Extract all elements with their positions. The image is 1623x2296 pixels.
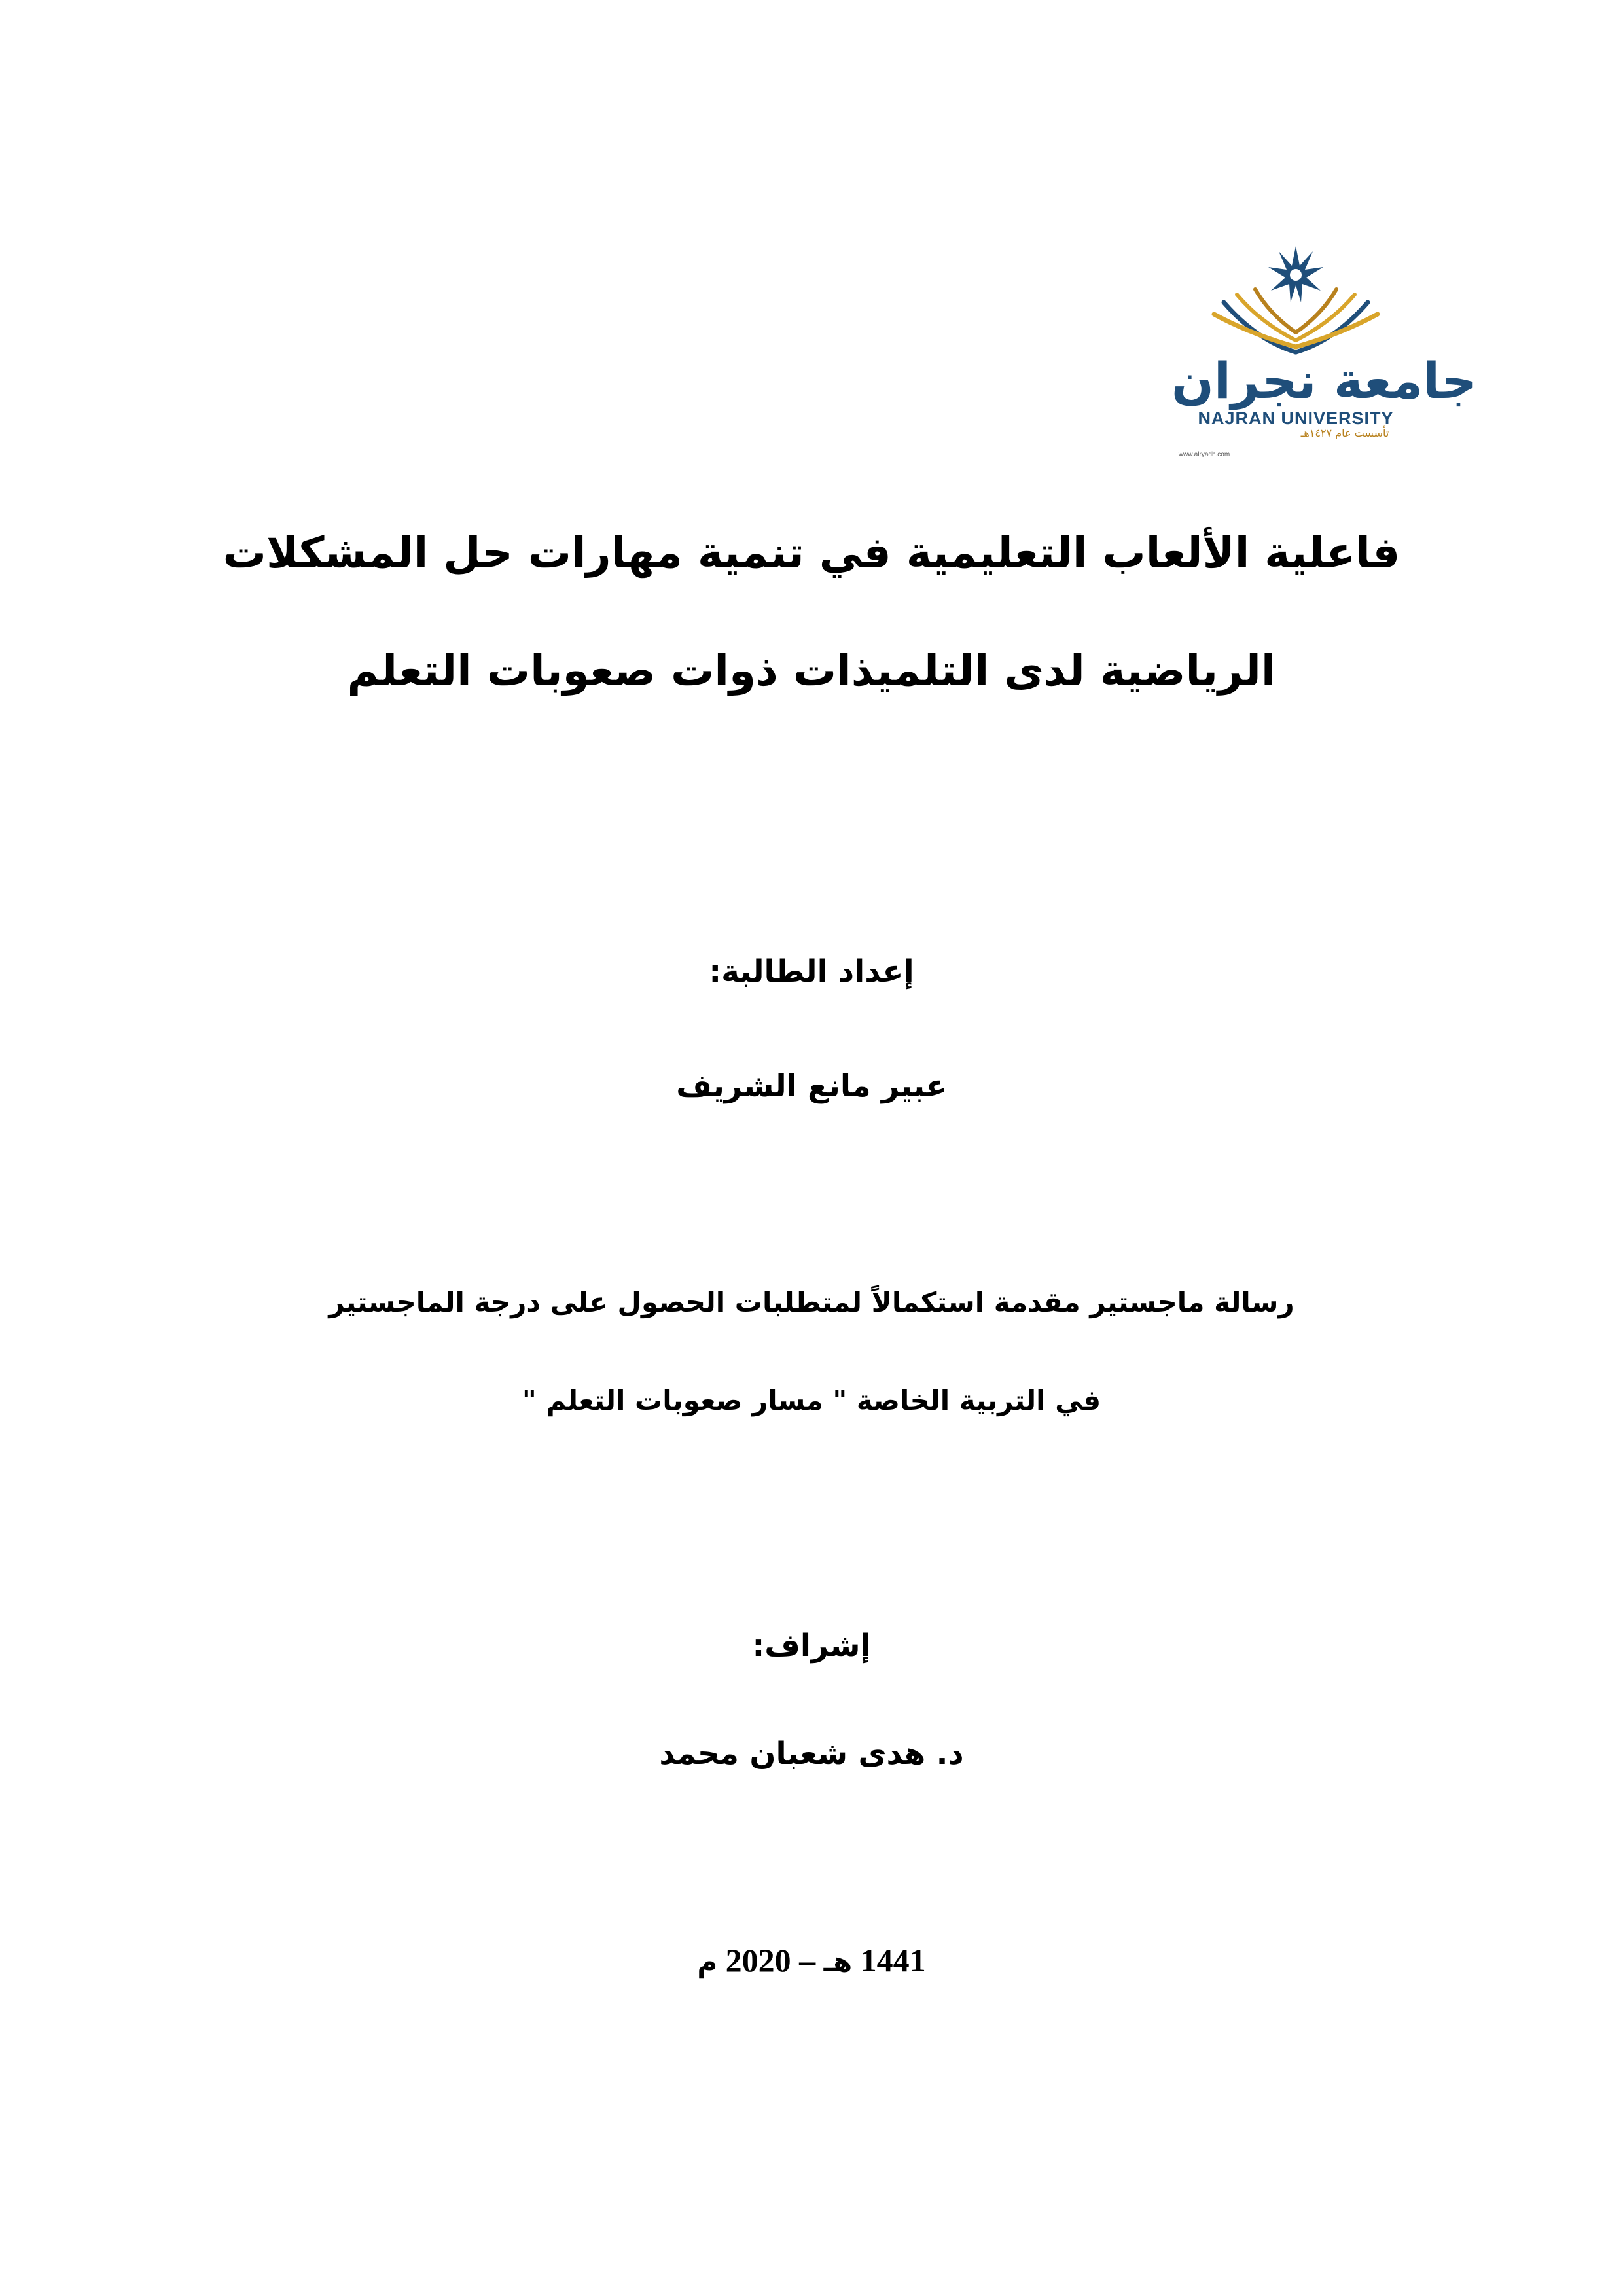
submission-date: [0, 1934, 1623, 1988]
logo-arabic-name: جامعة نجران: [1171, 351, 1478, 410]
hijri-suffix: هـ: [823, 1946, 853, 1978]
university-logo: [1171, 242, 1478, 465]
logo-english-name: NAJRAN UNIVERSITY: [1198, 408, 1394, 428]
thesis-title-line-1: فاعلية الألعاب التعليمية في تنمية مهارات حل المشكلات: [223, 528, 1400, 578]
date-separator: –: [799, 1942, 816, 1979]
student-name: عبير مانع الشريف: [676, 1068, 947, 1104]
student-label: إعداد الطالبة:: [709, 954, 914, 990]
supervisor-name: د. هدى شعبان محمد: [659, 1736, 964, 1772]
star-wheat-emblem-icon: [1171, 242, 1420, 357]
wheat-arcs-icon: [1214, 289, 1378, 352]
supervisor-label: إشراف:: [752, 1628, 871, 1664]
logo-url-text: www.alryadh.com: [1178, 451, 1230, 458]
hijri-year: 1441: [860, 1942, 926, 1979]
logo-established: تأسست عام ١٤٢٧هـ: [1300, 427, 1389, 439]
star-icon: [1268, 246, 1323, 302]
thesis-description-line-2: في التربية الخاصة " مسار صعوبات التعلم ": [522, 1384, 1101, 1416]
thesis-title-line-2: الرياضية لدى التلميذات ذوات صعوبات التعلم: [347, 645, 1276, 696]
gregorian-suffix: م: [697, 1946, 718, 1978]
gregorian-year: 2020: [725, 1942, 791, 1979]
thesis-description-line-1: رسالة ماجستير مقدمة استكمالاً لمتطلبات الحصول على درجة الماجستير: [329, 1286, 1294, 1318]
